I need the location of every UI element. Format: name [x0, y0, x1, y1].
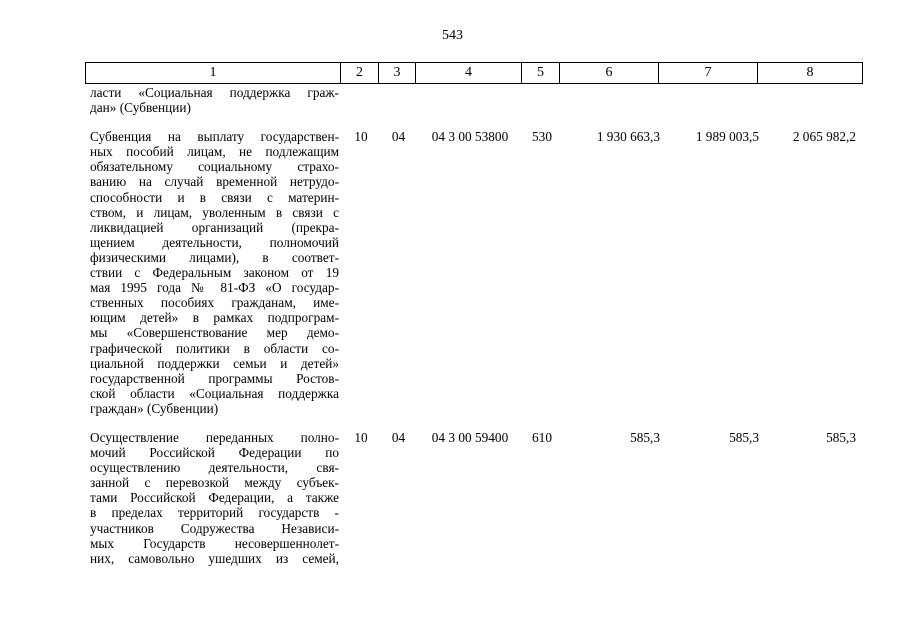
row-description: [90, 85, 339, 115]
description-line: занной с перевозкой между субъек-: [90, 475, 339, 491]
column-header-5: 5: [522, 63, 560, 84]
row-description: [90, 430, 339, 566]
description-line: ской области «Социальная поддержка: [90, 385, 339, 401]
cell-section: 10: [354, 129, 368, 145]
description-line: Субвенция на выплату государствен-: [90, 129, 339, 145]
column-header-7: 7: [659, 63, 758, 84]
description-line: мочий Российской Федерации по: [90, 445, 339, 461]
cell-target-code: 04 3 00 53800: [431, 129, 509, 145]
cell-amount-year-2: 585,3: [729, 429, 759, 445]
description-line: граждан» (Субвенции): [90, 400, 219, 416]
description-line: ласти «Социальная поддержка граж-: [90, 85, 339, 100]
column-header-6: 6: [560, 63, 659, 84]
description-line: ных пособий лицам, не подлежащим: [90, 144, 339, 160]
column-header-2: 2: [341, 63, 379, 84]
cell-amount-year-1: 1 930 663,3: [596, 129, 660, 145]
description-line: графической политики в области со-: [90, 340, 339, 356]
cell-expense-type: 530: [532, 129, 552, 145]
cell-target-code: 04 3 00 59400: [431, 429, 509, 445]
description-line: Осуществление переданных полно-: [90, 429, 339, 445]
column-header-table: [85, 62, 863, 84]
description-line: щением деятельности, полномочий: [90, 234, 339, 250]
table-body: [85, 85, 862, 566]
cell-amount-year-2: 1 989 003,5: [695, 129, 759, 145]
description-line: дан» (Субвенции): [90, 100, 191, 116]
page-number: 543: [442, 28, 463, 43]
column-header-4: 4: [416, 63, 522, 84]
description-line: обязательному социальному страхо-: [90, 159, 339, 175]
description-line: осуществлению деятельности, свя-: [90, 460, 339, 476]
description-line: циальной поддержки семьи и детей»: [90, 355, 339, 371]
cell-subsection: 04: [391, 429, 406, 445]
description-line: ликвидацией организаций (прекра-: [90, 219, 339, 235]
description-line: способности и в связи с материн-: [90, 189, 339, 205]
cell-amount-year-3: 2 065 982,2: [792, 129, 856, 145]
description-line: физическими лицами), в соответ-: [90, 249, 339, 265]
column-header-3: 3: [379, 63, 416, 84]
description-line: ющим детей» в рамках подпрограм-: [90, 310, 339, 326]
cell-amount-year-1: 585,3: [630, 429, 660, 445]
description-line: мых Государств несовершеннолет-: [90, 535, 339, 551]
description-line: тами Российской Федерации, а также: [90, 490, 339, 506]
cell-subsection: 04: [391, 129, 406, 145]
cell-section: 10: [354, 429, 368, 445]
row-description: [90, 129, 339, 416]
description-line: государственной программы Ростов-: [90, 370, 339, 386]
table-row: [85, 85, 862, 115]
column-header-1: 1: [86, 63, 341, 84]
description-line: ственных пособиях гражданам, име-: [90, 295, 339, 311]
column-header-8: 8: [758, 63, 863, 84]
description-line: в пределах территорий государств -: [90, 505, 339, 521]
description-line: них, самовольно ушедших из семей,: [90, 550, 339, 566]
cell-amount-year-3: 585,3: [826, 429, 856, 445]
description-line: мы «Совершенствование мер демо-: [90, 325, 339, 341]
description-line: ствии с Федеральным законом от 19: [90, 265, 339, 281]
description-line: участников Содружества Независи-: [90, 520, 339, 536]
table-row: [85, 129, 862, 416]
description-line: мая 1995 года № 81-ФЗ «О государ-: [90, 280, 339, 296]
description-line: ванию на случай временной нетрудо-: [90, 174, 339, 190]
cell-expense-type: 610: [532, 429, 552, 445]
description-line: ством, и лицам, уволенным в связи с: [90, 204, 339, 220]
table-row: [85, 430, 862, 566]
column-header-row: [86, 63, 863, 84]
